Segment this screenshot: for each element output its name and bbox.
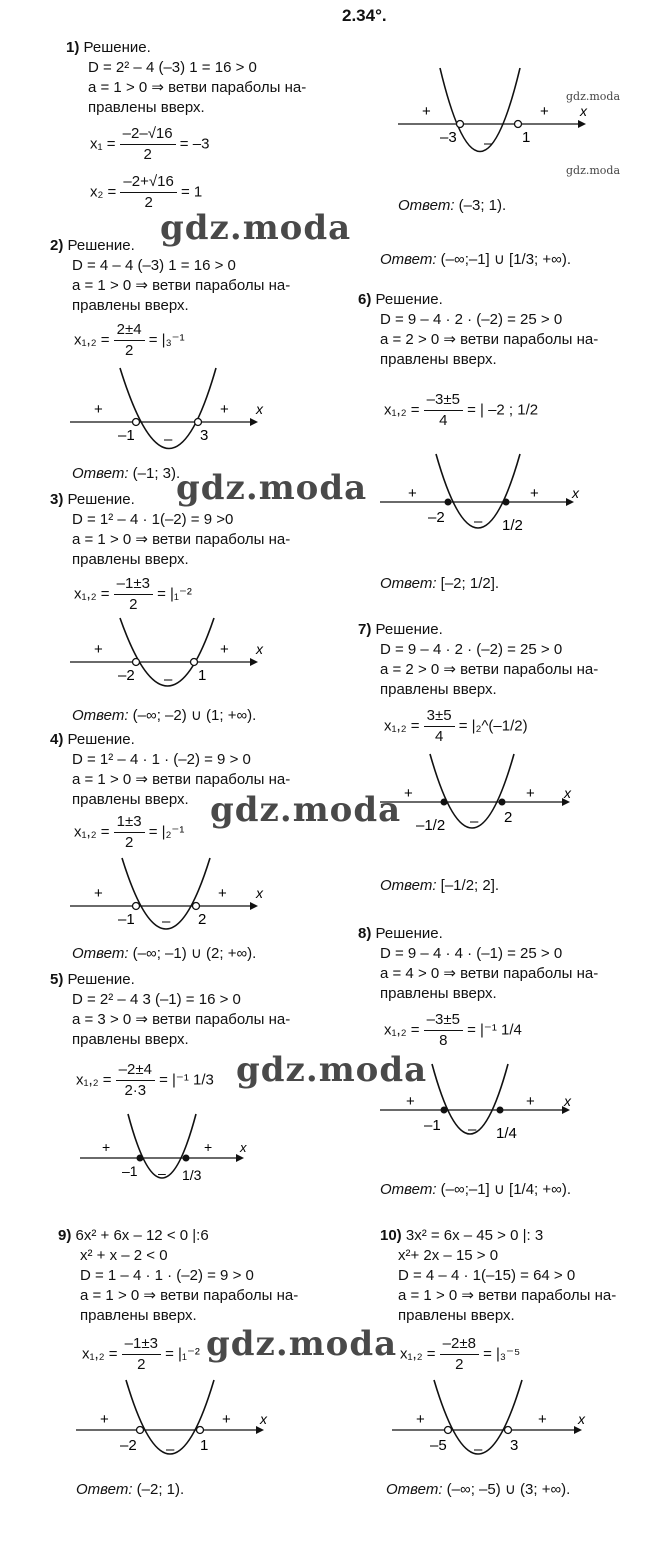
svg-text:+: + — [526, 1093, 535, 1110]
root-label: –3 — [440, 129, 457, 146]
branches-text-cont: правлены вверх. — [72, 791, 189, 808]
svg-text:x: x — [240, 1140, 247, 1155]
svg-text:+: + — [220, 401, 229, 418]
branches-text: a = 1 > 0 ⇒ ветви параболы на- — [72, 771, 291, 788]
svg-text:–1: –1 — [118, 911, 135, 928]
root-formula: x₁,₂ = $\frac{2\pm 4}{2}$ = |₃⁻¹ — [74, 321, 185, 359]
svg-text:–2: –2 — [428, 509, 445, 526]
page-title: 2.34°. — [342, 6, 387, 25]
svg-text:+: + — [530, 485, 539, 502]
svg-text:2: 2 — [198, 911, 207, 928]
svg-text:+: + — [406, 1093, 415, 1110]
root-formula: x₁,₂ = $\frac{-1\pm 3}{2}$ = |₁⁻² — [74, 575, 192, 613]
svg-text:–1: –1 — [118, 427, 135, 444]
svg-text:+: + — [404, 785, 413, 802]
svg-text:–1/2: –1/2 — [416, 817, 446, 834]
answer-3: Ответ: (–∞; –2) ∪ (1; +∞). — [72, 707, 257, 724]
discriminant: D = 2² – 4 (–3) 1 = 16 > 0 — [88, 59, 257, 76]
watermark: gdz.moda — [160, 208, 352, 248]
svg-text:–2: –2 — [120, 1437, 137, 1454]
branches-text-cont: правлены вверх. — [80, 1307, 197, 1324]
svg-text:–: – — [158, 1165, 166, 1181]
problem-9-header: 9) 6x² + 6x – 12 < 0 |:6 — [58, 1227, 209, 1244]
problem-4-header: 4) Решение. — [50, 731, 135, 748]
answer-2: Ответ: (–1; 3). — [72, 465, 181, 482]
branches-text: a = 3 > 0 ⇒ ветви параболы на- — [72, 1011, 291, 1028]
sign-plus: + — [540, 103, 549, 120]
branches-text-cont: правлены вверх. — [380, 985, 497, 1002]
branches-text: a = 2 > 0 ⇒ ветви параболы на- — [380, 331, 599, 348]
problem-1-header — [66, 38, 151, 58]
problem-10-header: 10) 3x² = 6x – 45 > 0 |: 3 — [380, 1227, 544, 1244]
answer-10: Ответ: (–∞; –5) ∪ (3; +∞). — [386, 1481, 571, 1498]
answer-5: Ответ: (–∞;–1] ∪ [1/3; +∞). — [380, 251, 572, 268]
svg-text:+: + — [204, 1139, 213, 1155]
svg-text:1: 1 — [198, 667, 207, 684]
root-formula: x₁,₂ = $\frac{-3\pm 5}{8}$ = |⁻¹ 1/4 — [384, 1011, 522, 1049]
branches-text: a = 1 > 0 ⇒ ветви параболы на- — [72, 531, 291, 548]
svg-text:x: x — [578, 1411, 585, 1427]
branches-text: a = 1 > 0 ⇒ ветви параболы на- — [398, 1287, 617, 1304]
discriminant: D = 1² – 4 · 1 · (–2) = 9 > 0 — [72, 751, 251, 768]
watermark: gdz.moda — [210, 790, 402, 830]
svg-text:2: 2 — [504, 809, 513, 826]
branches-text-cont: правлены вверх. — [72, 551, 189, 568]
discriminant: D = 1 – 4 · 1 · (–2) = 9 > 0 — [80, 1267, 254, 1284]
svg-text:x: x — [572, 485, 579, 501]
svg-text:+: + — [100, 1411, 109, 1428]
parabola-graph-7 — [380, 750, 590, 860]
branches-text: a = 4 > 0 ⇒ ветви параболы на- — [380, 965, 599, 982]
svg-text:+: + — [416, 1411, 425, 1428]
watermark-small: gdz.moda — [566, 90, 621, 103]
root-formula-2: x₂ = $\frac{-2+√16}{2}$ = 1 — [90, 173, 203, 211]
svg-text:+: + — [94, 885, 103, 902]
problem-6-header: 6) Решение. — [358, 291, 443, 308]
svg-text:–5: –5 — [430, 1437, 447, 1454]
parabola-graph-10 — [392, 1376, 602, 1476]
problem-7-header: 7) Решение. — [358, 621, 443, 638]
inequality: x²+ 2x – 15 > 0 — [398, 1247, 499, 1264]
branches-text-cont: правлены вверх. — [88, 99, 205, 116]
svg-text:–1: –1 — [122, 1163, 138, 1179]
answer-7: Ответ: [–1/2; 2]. — [380, 877, 500, 894]
discriminant: D = 2² – 4 3 (–1) = 16 > 0 — [72, 991, 241, 1008]
branches-text: a = 1 > 0 ⇒ ветви параболы на- — [72, 277, 291, 294]
answer-4: Ответ: (–∞; –1) ∪ (2; +∞). — [72, 945, 257, 962]
branches-text-cont: правлены вверх. — [72, 1031, 189, 1048]
answer-9: Ответ: (–2; 1). — [76, 1481, 185, 1498]
svg-text:x: x — [564, 785, 571, 801]
svg-text:–: – — [474, 1441, 483, 1458]
svg-text:–: – — [474, 513, 483, 530]
problem-5-header: 5) Решение. — [50, 971, 135, 988]
watermark: gdz.moda — [236, 1050, 428, 1090]
root-formula: x₁,₂ = $\frac{-2\pm 4}{2\cdot 3}$ = |⁻¹ 1/3 — [76, 1061, 214, 1099]
root-formula: x₁,₂ = $\frac{3\pm 5}{4}$ = |₂^(–1/2) — [384, 707, 528, 745]
svg-text:+: + — [538, 1411, 547, 1428]
svg-text:x: x — [256, 885, 263, 901]
root-formula: x₁,₂ = $\frac{-3\pm 5}{4}$ = | –2 ; 1/2 — [384, 391, 539, 429]
svg-text:x: x — [564, 1093, 571, 1109]
discriminant: D = 4 – 4 (–3) 1 = 16 > 0 — [72, 257, 236, 274]
branches-text-cont: правлены вверх. — [380, 681, 497, 698]
svg-text:+: + — [220, 641, 229, 658]
problem-number: 1) — [66, 39, 80, 56]
svg-text:+: + — [408, 485, 417, 502]
svg-text:–: – — [164, 431, 173, 448]
root-formula-1: x₁ = $\frac{-2-√16}{2}$ = –3 — [90, 125, 210, 163]
discriminant: D = 4 – 4 · 1(–15) = 64 > 0 — [398, 1267, 576, 1284]
svg-text:–: – — [162, 913, 171, 930]
svg-text:–: – — [164, 671, 173, 688]
svg-text:–2: –2 — [118, 667, 135, 684]
svg-text:+: + — [218, 885, 227, 902]
watermark-small: gdz.moda — [566, 164, 621, 177]
answer-6: Ответ: [–2; 1/2]. — [380, 575, 500, 592]
svg-text:1/4: 1/4 — [496, 1125, 517, 1142]
parabola-graph-1 — [398, 60, 598, 165]
root-label: 1 — [522, 129, 531, 146]
sign-minus: – — [484, 135, 493, 152]
svg-text:–: – — [470, 813, 479, 830]
branches-text: a = 2 > 0 ⇒ ветви параболы на- — [380, 661, 599, 678]
svg-text:+: + — [102, 1139, 111, 1155]
parabola-graph-5 — [80, 1110, 250, 1210]
svg-text:3: 3 — [200, 427, 209, 444]
problem-8-header: 8) Решение. — [358, 925, 443, 942]
svg-text:–: – — [468, 1121, 477, 1138]
parabola-graph-9 — [76, 1376, 276, 1476]
svg-text:–1: –1 — [424, 1117, 441, 1134]
discriminant: D = 1² – 4 · 1(–2) = 9 >0 — [72, 511, 234, 528]
parabola-graph-4 — [70, 854, 270, 944]
branches-text-cont: правлены вверх. — [72, 297, 189, 314]
root-formula: x₁,₂ = $\frac{-2\pm 8}{2}$ = |₃⁻⁵ — [400, 1335, 521, 1373]
solution-label: Решение. — [83, 39, 151, 56]
axis-x-label: x — [580, 103, 587, 119]
branches-text-cont: правлены вверх. — [380, 351, 497, 368]
svg-text:+: + — [526, 785, 535, 802]
root-formula: x₁,₂ = $\frac{-1\pm 3}{2}$ = |₁⁻² — [82, 1335, 200, 1373]
discriminant: D = 9 – 4 · 2 · (–2) = 25 > 0 — [380, 311, 563, 328]
svg-text:3: 3 — [510, 1437, 519, 1454]
parabola-graph-3 — [70, 614, 270, 704]
branches-text: a = 1 > 0 ⇒ ветви параболы на- — [80, 1287, 299, 1304]
svg-text:x: x — [260, 1411, 267, 1427]
answer-8: Ответ: (–∞;–1] ∪ [1/4; +∞). — [380, 1181, 572, 1198]
discriminant: D = 9 – 4 · 4 · (–1) = 25 > 0 — [380, 945, 563, 962]
sign-plus: + — [422, 103, 431, 120]
discriminant: D = 9 – 4 · 2 · (–2) = 25 > 0 — [380, 641, 563, 658]
parabola-graph-6 — [380, 450, 590, 565]
watermark: gdz.moda — [176, 468, 368, 508]
svg-text:1/2: 1/2 — [502, 517, 523, 534]
svg-text:1: 1 — [200, 1437, 209, 1454]
parabola-graph-2 — [70, 364, 270, 464]
root-point-open — [515, 121, 522, 128]
svg-text:+: + — [222, 1411, 231, 1428]
branches-text: a = 1 > 0 ⇒ ветви параболы на- — [88, 79, 307, 96]
branches-text-cont: правлены вверх. — [398, 1307, 515, 1324]
svg-text:x: x — [256, 401, 263, 417]
svg-text:+: + — [94, 641, 103, 658]
inequality: x² + x – 2 < 0 — [80, 1247, 168, 1264]
svg-text:–: – — [166, 1441, 175, 1458]
svg-text:x: x — [256, 641, 263, 657]
root-point-open — [457, 121, 464, 128]
svg-text:+: + — [94, 401, 103, 418]
problem-2-header: 2) Решение. — [50, 237, 135, 254]
root-formula: x₁,₂ = $\frac{1\pm 3}{2}$ = |₂⁻¹ — [74, 813, 185, 851]
svg-text:1/3: 1/3 — [182, 1167, 202, 1183]
problem-3-header: 3) Решение. — [50, 491, 135, 508]
watermark: gdz.moda — [206, 1324, 398, 1364]
answer-1: Ответ: (–3; 1). — [398, 197, 507, 214]
